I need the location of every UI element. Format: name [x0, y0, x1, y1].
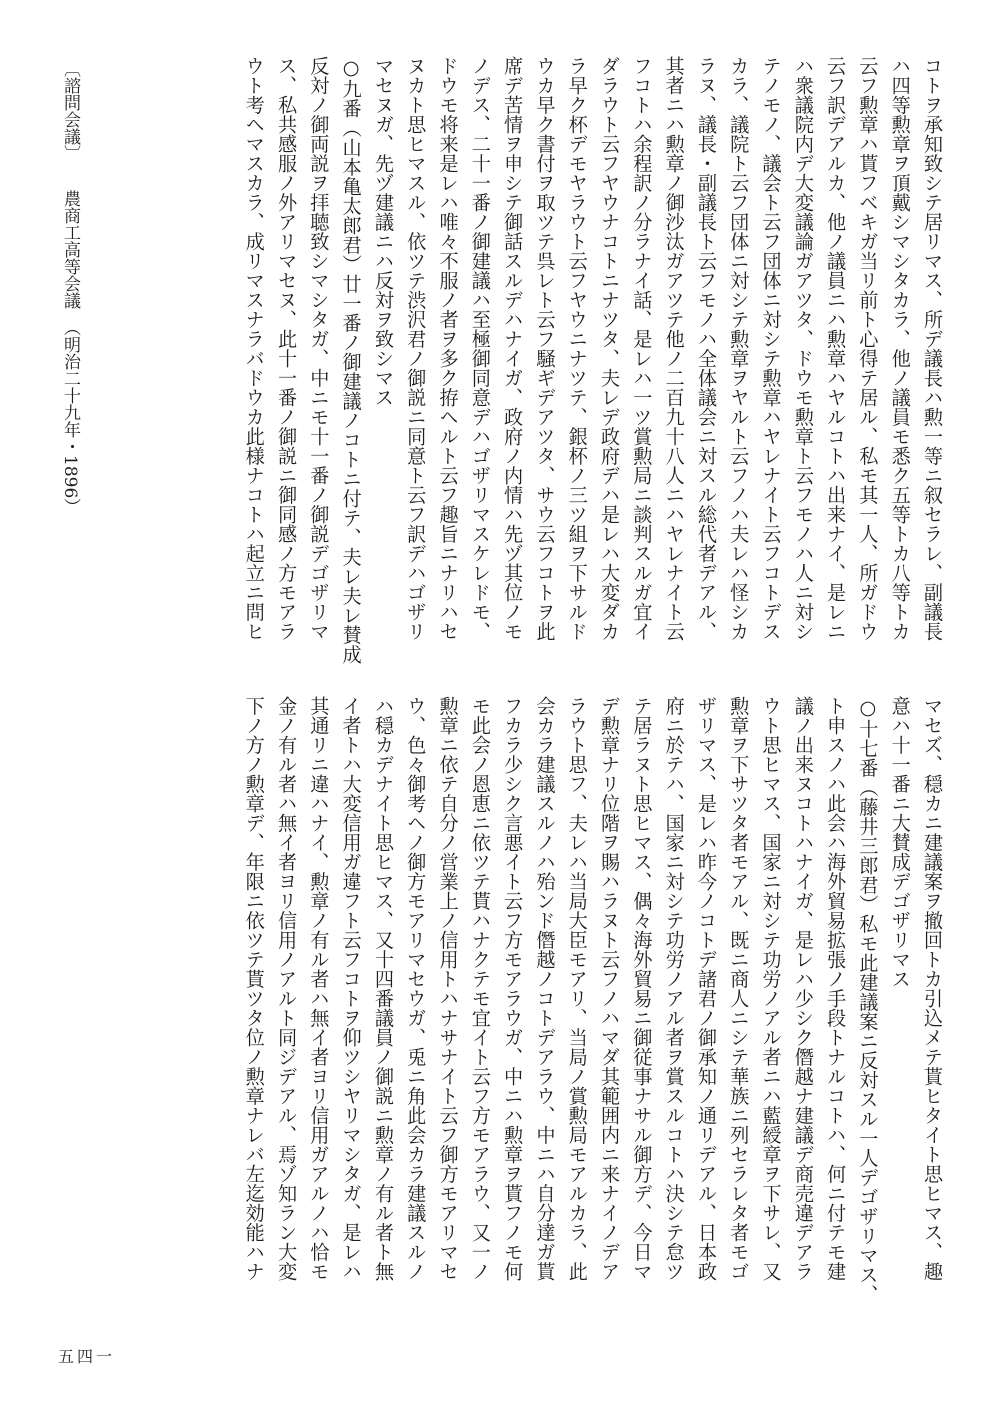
- text-column: マセヌガ、先ヅ建議ニハ反対ヲ致シマス: [371, 56, 395, 407]
- text-column: 議ノ出来ヌコトハナイガ、是レハ少シク僭越ナ建議デ商売違デアラ: [791, 696, 815, 1281]
- text-column: テ居ラヌト思ヒマス、偶々海外貿易ニ御従事ナサル御方デ、今日マ: [630, 696, 654, 1281]
- text-column: 勲章ヲ下サツタ者モアル、既ニ商人ニシテ華族ニ列セラレタ者モゴ: [727, 696, 751, 1281]
- text-column: フコトハ余程訳ノ分ラナイ話、是レハ一ツ賞勲局ニ談判スルガ宜イ: [630, 56, 654, 641]
- text-column: ハ衆議院内デ大変議論ガアツタ、ドウモ勲章ト云フモノハ人ニ対シ: [791, 56, 815, 641]
- text-column: 云フ訳デアルカ、他ノ議員ニハ勲章ハヤルコトハ出来ナイ、是レニ: [824, 56, 848, 641]
- text-column: ドウモ将来是レハ唯々不服ノ者ヲ多ク拵ヘルト云フ趣旨ニナリハセ: [436, 56, 460, 641]
- text-column: 席デ苦情ヲ申シテ御話スルデハナイガ、政府ノ内情ハ先ヅ其位ノモ: [501, 56, 525, 641]
- upper-text-block: [108, 56, 948, 664]
- text-column: ラヌ、議長・副議長ト云フモノハ全体議会ニ対スル総代者デアル、: [694, 56, 718, 641]
- text-column: 下ノ方ノ勲章デ、年限ニ依ツテ貰ツタ位ノ勲章ナレバ左迄効能ハナ: [242, 696, 266, 1281]
- text-column: ウト思ヒマス、国家ニ対シテ功労ノアル者ニハ藍綬章ヲ下サレ、又: [759, 696, 783, 1281]
- text-column: ウ、色々御考ヘノ御方モアリマセウガ、兎ニ角此会カラ建議スルノ: [404, 696, 428, 1281]
- text-column: 金ノ有ル者ハ無イ者ヨリ信用ノアルト同ジデアル、焉ゾ知ラン大変: [275, 696, 299, 1281]
- lower-text-block: [108, 696, 948, 1336]
- header-council: 農商工高等会議: [60, 190, 80, 309]
- header-era: （明治二十九年・1896）: [60, 319, 80, 516]
- text-column: コトヲ承知致シテ居リマス、所デ議長ハ勲一等ニ叙セラレ、副議長: [921, 56, 944, 641]
- text-column: 会カラ建議スルノハ殆ンド僭越ノコトデアラウ、中ニハ自分達ガ貰: [533, 696, 557, 1281]
- text-column: 其者ニハ勲章ノ御沙汰ガアツテ他ノ二百九十八人ニハヤレナイト云: [662, 56, 686, 641]
- text-column: 意ハ十一番ニ大賛成デゴザリマス: [888, 696, 912, 989]
- text-column: テノモノ、議会ト云フ団体ニ対シテ勲章ハヤレナイト云フコトデス: [759, 56, 783, 641]
- text-column: モ此会ノ恩恵ニ依ツテ貰ハナクテモ宜イト云フ方モアラウ、又一ノ: [468, 696, 492, 1281]
- text-column: 勲章ニ依テ自分ノ営業上ノ信用トハナサナイト云フ御方モアリマセ: [436, 696, 460, 1281]
- text-column: ダラウト云フヤウナコトニナツタ、夫レデ政府デハ是レハ大変ダカ: [598, 56, 622, 641]
- text-column: ラ早ク杯デモヤラウト云フヤウニナツテ、銀杯ノ三ツ組ヲ下サルド: [565, 56, 589, 641]
- text-column: 反対ノ御両説ヲ拝聴致シマシタガ、中ニモ十一番ノ御説デゴザリマ: [307, 56, 331, 641]
- text-column: 云フ勲章ハ貰フベキガ当リ前ト心得テ居ル、私モ其一人、所ガドウ: [856, 56, 880, 641]
- text-column: ラウト思フ、夫レハ当局大臣モアリ、当局ノ賞勲局モアルカラ、此: [565, 696, 589, 1281]
- text-column: 其通リニ違ハナイ、勲章ノ有ル者ハ無イ者ヨリ信用ガアルノハ恰モ: [307, 696, 331, 1281]
- text-column: フカラ少シク言悪イト云フ方モアラウガ、中ニハ勲章ヲ貰フノモ何: [501, 696, 525, 1281]
- text-column: ス、私共感服ノ外アリマセヌ、此十一番ノ御説ニ御同感ノ方モアラ: [275, 56, 299, 641]
- page-number: 五四一: [58, 1347, 116, 1366]
- text-column: ウカ早ク書付ヲ取ツテ呉レト云フ騒ギデアツタ、サウ云フコトヲ此: [533, 56, 557, 641]
- running-header: [52, 60, 88, 660]
- text-column: ハ四等勲章ヲ頂戴シマシタカラ、他ノ議員モ悉ク五等トカ八等トカ: [888, 56, 912, 641]
- text-column: カラ、議院ト云フ団体ニ対シテ勲章ヲヤルト云フノハ夫レハ怪シカ: [727, 56, 751, 641]
- text-column: ヌカト思ヒマスル、依ツテ渋沢君ノ御説ニ同意ト云フ訳デハゴザリ: [404, 56, 428, 641]
- text-column: ト申スノハ此会ハ海外貿易拡張ノ手段トナルコトハ、何ニ付テモ建: [824, 696, 848, 1281]
- text-column: マセズ、穏カニ建議案ヲ撤回トカ引込メテ貰ヒタイト思ヒマス、趣: [921, 696, 944, 1281]
- text-column: ○十七番（藤井三郎君）私モ此建議案ニ反対スル一人デゴザリマス、: [856, 696, 880, 1305]
- text-column: 府ニ於テハ、国家ニ対シテ功労ノアル者ヲ賞スルコトハ決シテ怠ツ: [662, 696, 686, 1281]
- text-column: ノデス、二十一番ノ御建議ハ至極御同意デハゴザリマスケレドモ、: [468, 56, 492, 641]
- text-column: イ者トハ大変信用ガ違フト云フコトヲ仰ツシヤリマシタガ、是レハ: [339, 696, 363, 1281]
- text-column: デ勲章ナリ位階ヲ賜ハラヌト云フノハマダ其範囲内ニ来ナイノデア: [598, 696, 622, 1281]
- header-category: 〔諮問会議〕: [60, 60, 80, 162]
- text-column: ザリマス、是レハ昨今ノコトデ諸君ノ御承知ノ通リデアル、日本政: [694, 696, 718, 1281]
- text-column: ○九番（山本亀太郎君）廿一番ノ御建議ノコトニ付テ、夫レ夫レ賛成: [339, 56, 363, 664]
- text-column: ハ穏カデナイト思ヒマス、又十四番議員ノ御説ニ勲章ノ有ル者ト無: [371, 696, 395, 1281]
- text-column: ウト考ヘマスカラ、成リマスナラバドウカ此様ナコトハ起立ニ問ヒ: [242, 56, 266, 641]
